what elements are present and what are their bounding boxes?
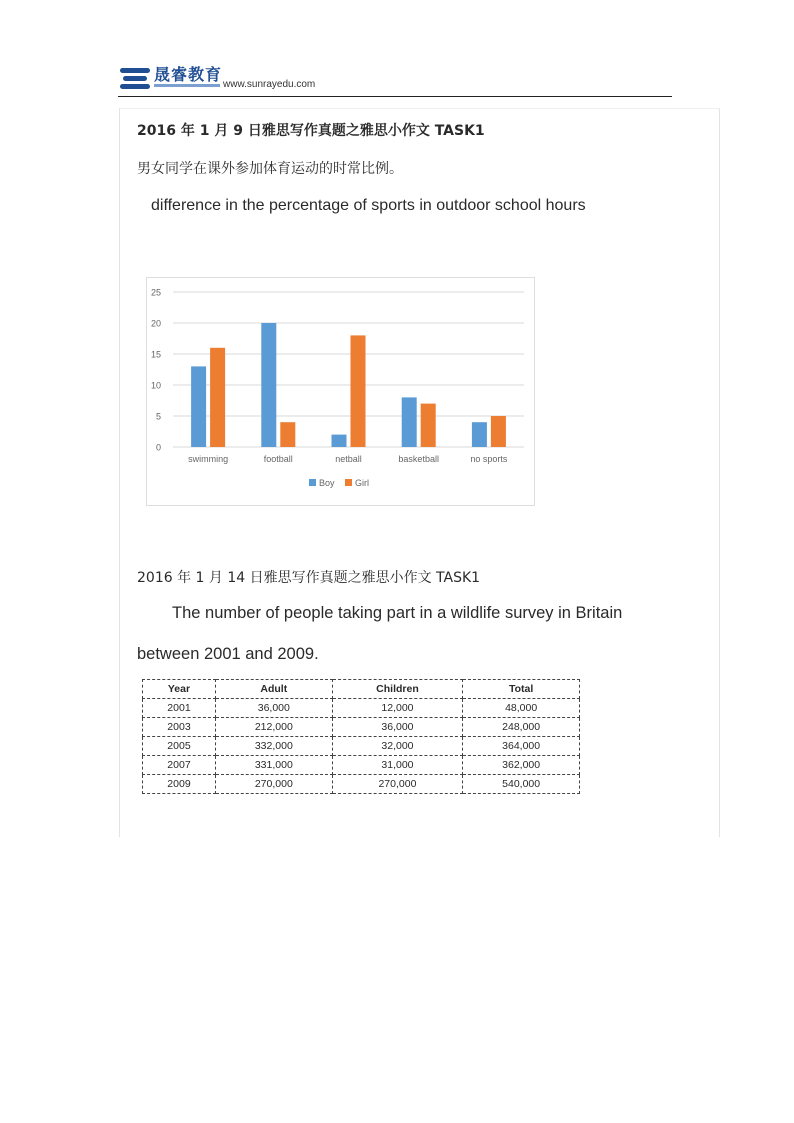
section1-english-description: difference in the percentage of sports in outdoor school hours bbox=[151, 197, 586, 214]
company-logo bbox=[118, 62, 222, 96]
wildlife-survey-table bbox=[142, 679, 580, 794]
bar-boy bbox=[332, 435, 347, 447]
cell-year: 2009 bbox=[143, 775, 216, 794]
y-tick-label: 0 bbox=[155, 442, 161, 453]
bar-girl bbox=[210, 348, 225, 447]
cell-total: 48,000 bbox=[463, 699, 580, 718]
cell-children: 36,000 bbox=[332, 718, 463, 737]
section1-title: 2016 年 1 月 9 日雅思写作真题之雅思小作文 TASK1 bbox=[137, 123, 485, 139]
cell-adult: 270,000 bbox=[215, 775, 332, 794]
bar-boy bbox=[261, 323, 276, 447]
logo-name: 晟睿教育 bbox=[154, 65, 223, 84]
x-tick-label: basketball bbox=[398, 454, 439, 464]
header-adult: Adult bbox=[215, 680, 332, 699]
legend-entry: Girl bbox=[355, 478, 369, 488]
y-tick-label: 10 bbox=[150, 380, 161, 391]
y-tick-label: 15 bbox=[150, 349, 161, 360]
legend-swatch bbox=[345, 479, 352, 486]
section2-description-line1: The number of people taking part in a wildlife survey in Britain bbox=[172, 604, 623, 622]
cell-children: 31,000 bbox=[332, 756, 463, 775]
chart-canvas bbox=[147, 278, 534, 505]
logo-subline bbox=[154, 84, 220, 87]
bar-boy bbox=[191, 366, 206, 447]
cell-year: 2001 bbox=[143, 699, 216, 718]
cell-adult: 331,000 bbox=[215, 756, 332, 775]
y-tick-label: 25 bbox=[150, 287, 161, 298]
table-row bbox=[143, 756, 580, 775]
bar-boy bbox=[472, 422, 487, 447]
x-tick-label: no sports bbox=[470, 454, 508, 464]
cell-children: 32,000 bbox=[332, 737, 463, 756]
cell-total: 248,000 bbox=[463, 718, 580, 737]
site-url[interactable]: www.sunrayedu.com bbox=[223, 79, 316, 90]
header-total: Total bbox=[463, 680, 580, 699]
cell-adult: 36,000 bbox=[215, 699, 332, 718]
y-tick-label: 5 bbox=[155, 411, 161, 422]
legend-entry: Boy bbox=[319, 478, 335, 488]
x-tick-label: netball bbox=[335, 454, 362, 464]
section2-title: 2016 年 1 月 14 日雅思写作真题之雅思小作文 TASK1 bbox=[137, 570, 481, 586]
cell-children: 12,000 bbox=[332, 699, 463, 718]
table-row bbox=[143, 718, 580, 737]
header-year: Year bbox=[143, 680, 216, 699]
cell-adult: 332,000 bbox=[215, 737, 332, 756]
section1-chinese-description: 男女同学在课外参加体育运动的时常比例。 bbox=[137, 161, 403, 177]
table-row bbox=[143, 775, 580, 794]
cell-year: 2007 bbox=[143, 756, 216, 775]
legend-swatch bbox=[309, 479, 316, 486]
sports-bar-chart bbox=[146, 277, 535, 506]
bar-girl bbox=[351, 335, 366, 447]
bar-girl bbox=[280, 422, 295, 447]
cell-total: 364,000 bbox=[463, 737, 580, 756]
table-row bbox=[143, 699, 580, 718]
header-children: Children bbox=[332, 680, 463, 699]
header-divider bbox=[118, 96, 672, 97]
bar-boy bbox=[402, 397, 417, 447]
y-tick-label: 20 bbox=[150, 318, 161, 329]
logo-mark-icon bbox=[120, 66, 150, 92]
cell-adult: 212,000 bbox=[215, 718, 332, 737]
cell-children: 270,000 bbox=[332, 775, 463, 794]
table-header-row bbox=[143, 680, 580, 699]
section2-description-line2: between 2001 and 2009. bbox=[137, 645, 319, 663]
cell-total: 540,000 bbox=[463, 775, 580, 794]
table-row bbox=[143, 737, 580, 756]
cell-year: 2003 bbox=[143, 718, 216, 737]
cell-year: 2005 bbox=[143, 737, 216, 756]
bar-girl bbox=[491, 416, 506, 447]
x-tick-label: swimming bbox=[188, 454, 229, 464]
bar-girl bbox=[421, 404, 436, 447]
x-tick-label: football bbox=[263, 454, 293, 464]
page-header bbox=[118, 58, 672, 98]
cell-total: 362,000 bbox=[463, 756, 580, 775]
